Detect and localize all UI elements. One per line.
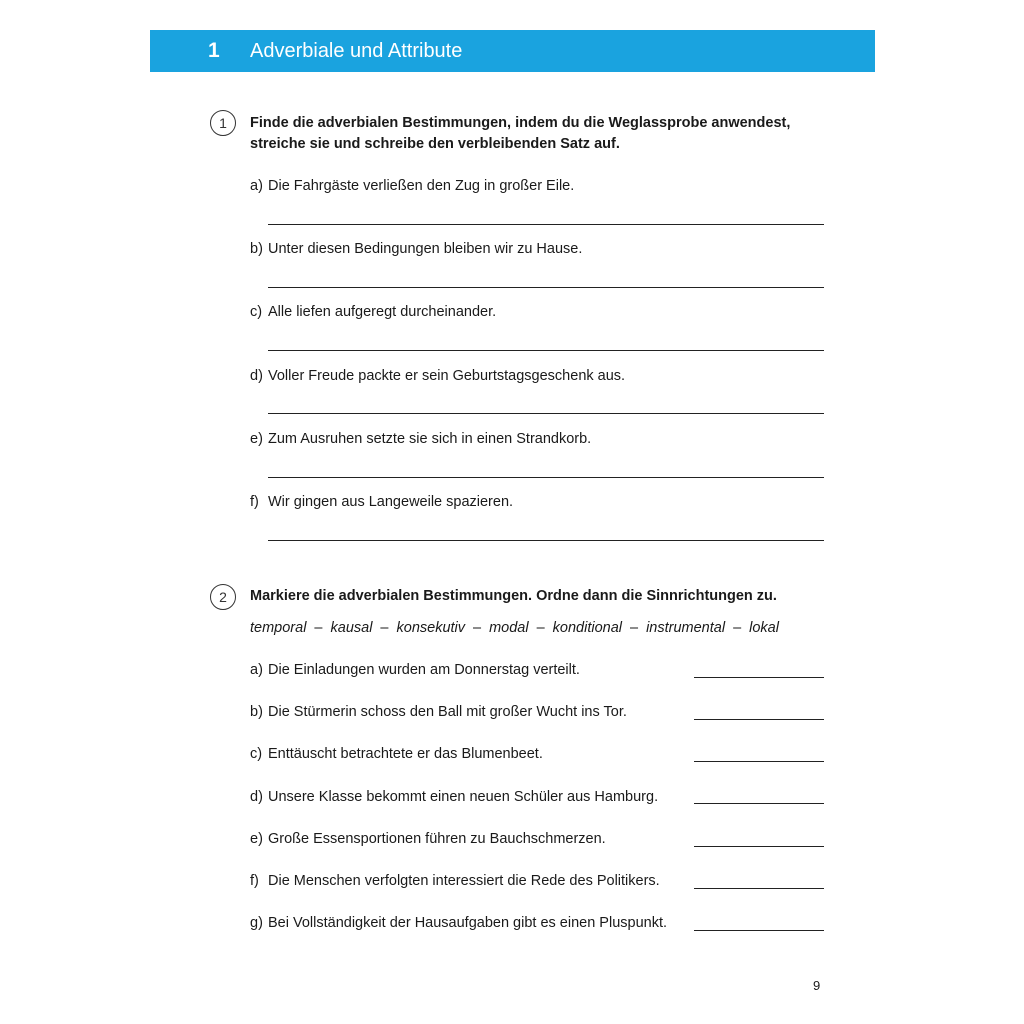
item-letter: c)	[250, 746, 263, 762]
sense-konditional: konditional	[552, 620, 622, 636]
task-1-answer-line-f[interactable]	[268, 540, 824, 541]
item-letter: f)	[250, 494, 259, 510]
sense-separator: –	[314, 620, 323, 636]
chapter-header	[150, 30, 875, 72]
chapter-number: 1	[208, 39, 220, 62]
task-1-item-a	[250, 176, 574, 196]
item-letter: d)	[250, 368, 263, 384]
task-2-number-circle: 2	[210, 584, 236, 610]
sense-separator: –	[473, 620, 482, 636]
item-letter: f)	[250, 873, 259, 889]
item-text: Wir gingen aus Langeweile spazieren.	[268, 494, 514, 510]
task-1-item-d	[250, 366, 625, 386]
sense-instrumental: instrumental	[646, 620, 726, 636]
item-letter: c)	[250, 304, 263, 320]
sense-separator: –	[630, 620, 639, 636]
item-text: Enttäuscht betrachtete er das Blumenbeet.	[268, 746, 543, 762]
task-1-answer-line-c[interactable]	[268, 350, 824, 351]
item-text: Alle liefen aufgeregt durcheinander.	[268, 304, 497, 320]
item-letter: e)	[250, 431, 263, 447]
task-2-answer-line-g[interactable]	[694, 930, 824, 931]
sense-separator: –	[380, 620, 389, 636]
item-letter: g)	[250, 915, 263, 931]
task-1-item-f	[250, 492, 513, 512]
item-text: Unsere Klasse bekommt einen neuen Schüler aus Hamburg.	[268, 789, 659, 805]
task-2-answer-line-b[interactable]	[694, 719, 824, 720]
task-2-item-d	[250, 787, 658, 807]
task-1-answer-line-a[interactable]	[268, 224, 824, 225]
task-2-answer-line-a[interactable]	[694, 677, 824, 678]
item-text: Die Menschen verfolgten interessiert die Rede des Politikers.	[268, 873, 660, 889]
sense-lokal: lokal	[749, 620, 779, 636]
task-1-answer-line-e[interactable]	[268, 477, 824, 478]
task-1-answer-line-d[interactable]	[268, 413, 824, 414]
item-letter: a)	[250, 178, 263, 194]
task-2-item-c	[250, 744, 543, 764]
item-letter: e)	[250, 831, 263, 847]
task-2-item-f	[250, 871, 660, 891]
item-text: Die Stürmerin schoss den Ball mit großer Wucht ins Tor.	[268, 704, 627, 720]
item-text: Zum Ausruhen setzte sie sich in einen Strandkorb.	[268, 431, 592, 447]
sense-temporal: temporal	[250, 620, 307, 636]
task-1-answer-line-b[interactable]	[268, 287, 824, 288]
sense-konsekutiv: konsekutiv	[396, 620, 466, 636]
task-2-answer-line-f[interactable]	[694, 888, 824, 889]
item-text: Die Einladungen wurden am Donnerstag verteilt.	[268, 662, 580, 678]
sense-kausal: kausal	[330, 620, 373, 636]
task-2-item-b	[250, 702, 627, 722]
chapter-title: Adverbiale und Attribute	[250, 40, 463, 62]
sense-direction-list	[250, 618, 779, 638]
task-1-item-e	[250, 429, 591, 449]
item-text: Die Fahrgäste verließen den Zug in großer Eile.	[268, 178, 575, 194]
task-1-instruction-line-2: streiche sie und schreibe den verbleibenden Satz auf.	[250, 136, 620, 152]
task-2-answer-line-c[interactable]	[694, 761, 824, 762]
sense-separator: –	[536, 620, 545, 636]
task-1-instruction-line-1: Finde die adverbialen Bestimmungen, indem du die Weglassprobe anwendest,	[250, 115, 791, 131]
task-1-item-b	[250, 239, 582, 259]
task-2-answer-line-e[interactable]	[694, 846, 824, 847]
page-number: 9	[813, 978, 821, 993]
task-2-answer-line-d[interactable]	[694, 803, 824, 804]
task-2-item-a	[250, 660, 580, 680]
item-letter: b)	[250, 241, 263, 257]
task-1-number-circle: 1	[210, 110, 236, 136]
item-text: Große Essensportionen führen zu Bauchschmerzen.	[268, 831, 606, 847]
sense-modal: modal	[489, 620, 529, 636]
item-text: Unter diesen Bedingungen bleiben wir zu Hause.	[268, 241, 583, 257]
sense-separator: –	[733, 620, 742, 636]
item-letter: b)	[250, 704, 263, 720]
item-text: Voller Freude packte er sein Geburtstagsgeschenk aus.	[268, 368, 626, 384]
item-letter: d)	[250, 789, 263, 805]
item-letter: a)	[250, 662, 263, 678]
task-2-instruction: Markiere die adverbialen Bestimmungen. Ordne dann die Sinnrichtungen zu.	[250, 588, 777, 604]
task-2-item-g	[250, 913, 667, 933]
item-text: Bei Vollständigkeit der Hausaufgaben gibt es einen Pluspunkt.	[268, 915, 668, 931]
task-2-item-e	[250, 829, 606, 849]
task-1-item-c	[250, 302, 496, 322]
